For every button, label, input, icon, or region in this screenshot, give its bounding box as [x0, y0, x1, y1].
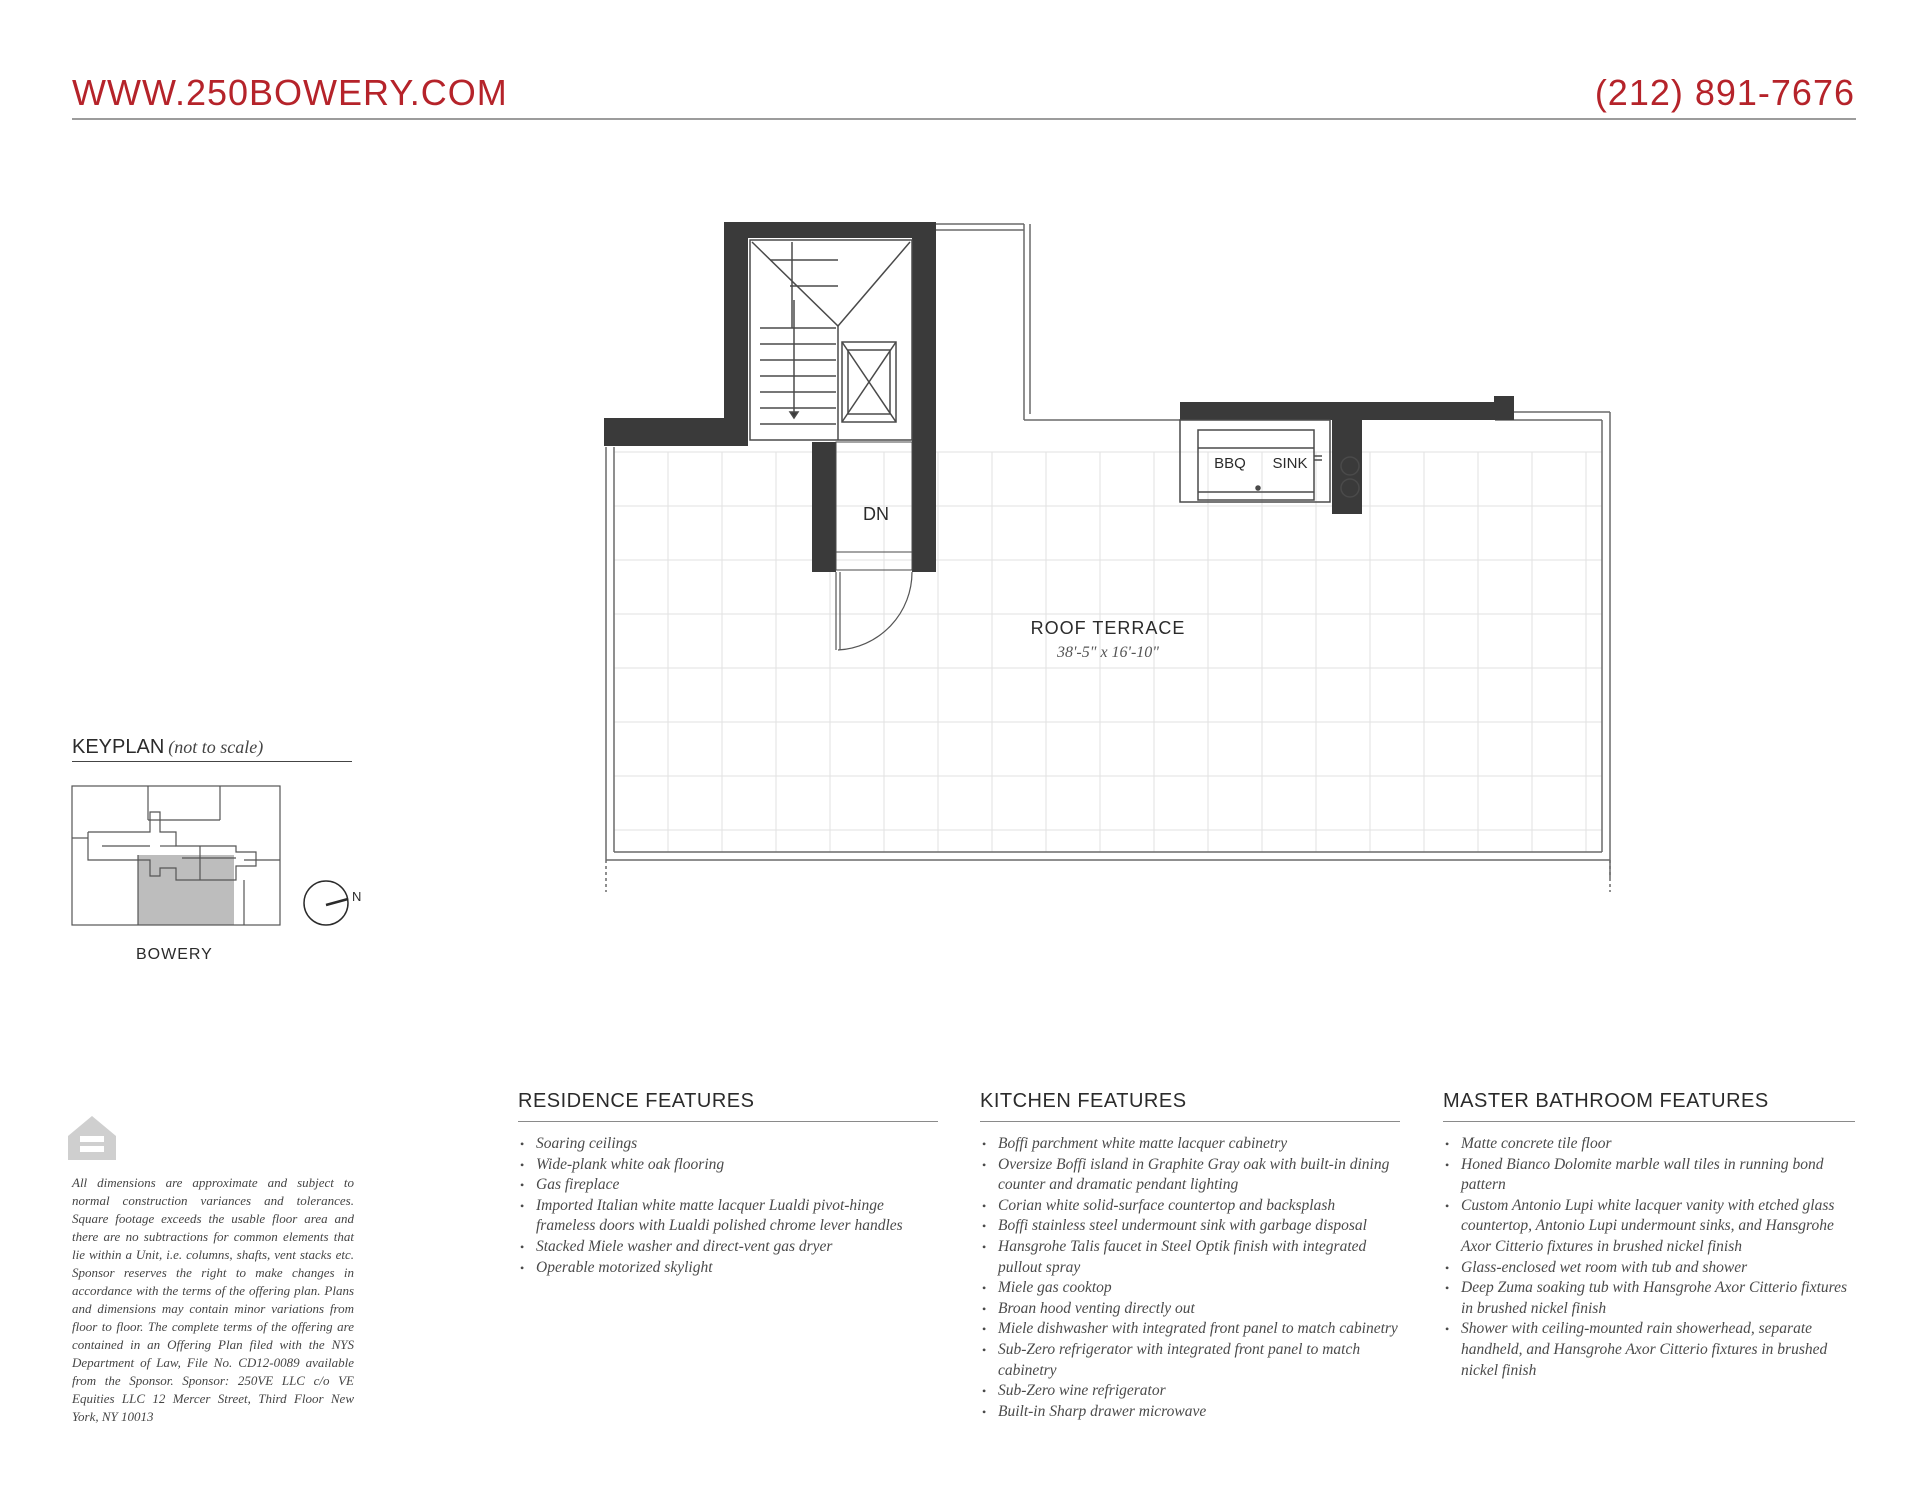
structural-walls [604, 222, 1514, 572]
feature-item: • Deep Zuma soaking tub with Hansgrohe Axor Citterio fixtures in brushed nickel finish [1443, 1278, 1855, 1319]
feature-item: • Miele gas cooktop [980, 1278, 1400, 1299]
feature-item: • Sub-Zero wine refrigerator [980, 1381, 1400, 1402]
feature-item: • Imported Italian white matte lacquer Lualdi pivot-hinge frameless doors with Lualdi polished chrome lever handles [518, 1196, 938, 1237]
bathroom-features-title: MASTER BATHROOM FEATURES [1443, 1090, 1855, 1122]
feature-item: • Broan hood venting directly out [980, 1299, 1400, 1320]
website-url: WWW.250BOWERY.COM [72, 72, 508, 113]
kitchen-features [980, 1090, 1400, 1422]
door-swing [836, 572, 912, 650]
feature-item: • Stacked Miele washer and direct-vent gas dryer [518, 1237, 938, 1258]
terrace-parapet [606, 224, 1610, 892]
residence-features [518, 1090, 938, 1278]
north-label: N [352, 889, 362, 904]
residence-features-title: RESIDENCE FEATURES [518, 1090, 938, 1122]
bbq-label: BBQ [1214, 455, 1246, 472]
feature-item: • Honed Bianco Dolomite marble wall tiles in running bond pattern [1443, 1155, 1855, 1196]
bathroom-features [1443, 1090, 1855, 1381]
feature-item: • Oversize Boffi island in Graphite Gray oak with built-in dining counter and dramatic pendant lighting [980, 1155, 1400, 1196]
stair-down-label: DN [863, 504, 889, 524]
feature-item: • Gas fireplace [518, 1175, 938, 1196]
feature-item: • Corian white solid-surface countertop and backsplash [980, 1196, 1400, 1217]
feature-item: • Built-in Sharp drawer microwave [980, 1402, 1400, 1423]
feature-item: • Miele dishwasher with integrated front panel to match cabinetry [980, 1319, 1400, 1340]
kitchen-features-title: KITCHEN FEATURES [980, 1090, 1400, 1122]
feature-item: • Glass-enclosed wet room with tub and shower [1443, 1258, 1855, 1279]
keyplan-note: (not to scale) [168, 737, 264, 757]
keyplan-heading [72, 736, 263, 759]
keyplan-divider [72, 761, 352, 762]
legal-disclaimer: All dimensions are approximate and subject to normal construction variances and tolerances. Square footage exceeds the usable floor area and there are no subtractions for common elements that lie within a Unit, i.e. columns, shafts, vent stacks etc. Sponsor reserves the right to make changes in accordance with the terms of the offering plan. Plans and dimensions may contain minor variations from floor to floor. The complete terms of the offering are contained in an Offering Plan filed with the NYS Department of Law, File No. CD12-0089 available from the Sponsor. Sponsor: 250VE LLC c/o VE Equities LLC 12 Mercer Street, Third Floor New York, NY 10013 [72, 1175, 354, 1424]
feature-item: • Shower with ceiling-mounted rain showerhead, separate handheld, and Hansgrohe Axor Citterio fixtures in brushed nickel finish [1443, 1319, 1855, 1381]
keyplan-title: KEYPLAN [72, 736, 165, 758]
sink-label: SINK [1272, 455, 1308, 472]
room-name: ROOF TERRACE [1030, 618, 1186, 638]
room-dimensions: 38'-5" x 16'-10" [1056, 644, 1160, 661]
feature-item: • Hansgrohe Talis faucet in Steel Optik finish with integrated pullout spray [980, 1237, 1400, 1278]
feature-item: • Soaring ceilings [518, 1134, 938, 1155]
feature-item: • Wide-plank white oak flooring [518, 1155, 938, 1176]
kitchen-features-list [980, 1134, 1400, 1422]
feature-item: • Boffi stainless steel undermount sink with garbage disposal [980, 1216, 1400, 1237]
bathroom-features-list [1443, 1134, 1855, 1381]
feature-item: • Matte concrete tile floor [1443, 1134, 1855, 1155]
north-arrow-icon [304, 881, 348, 925]
feature-item: • Sub-Zero refrigerator with integrated front panel to match cabinetry [980, 1340, 1400, 1381]
equal-housing-icon [68, 1116, 116, 1160]
phone-number: (212) 891-7676 [1594, 72, 1855, 113]
keyplan-diagram [72, 786, 280, 925]
feature-item: • Operable motorized skylight [518, 1258, 938, 1279]
residence-features-list [518, 1134, 938, 1278]
feature-item: • Boffi parchment white matte lacquer cabinetry [980, 1134, 1400, 1155]
street-label: BOWERY [136, 946, 213, 963]
feature-item: • Custom Antonio Lupi white lacquer vanity with etched glass countertop, Antonio Lupi undermount sinks, and Hansgrohe Axor Citterio fixtures in brushed nickel finish [1443, 1196, 1855, 1258]
